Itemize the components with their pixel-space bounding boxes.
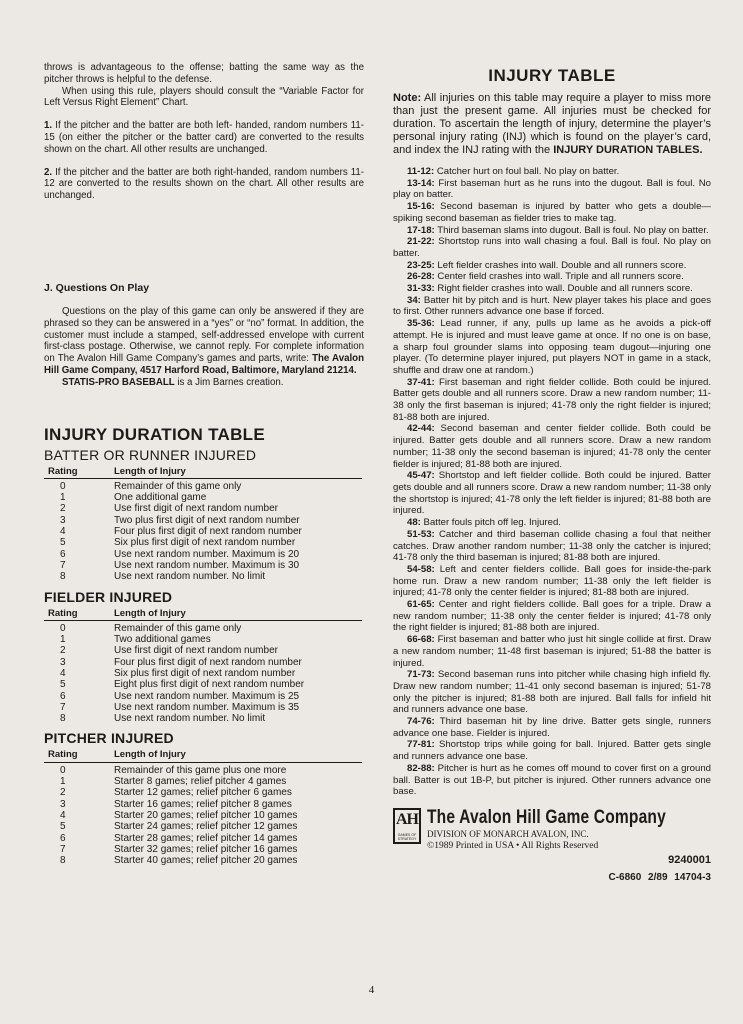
rating-cell: 6 bbox=[60, 548, 66, 560]
length-cell: Eight plus first digit of next random number bbox=[114, 679, 305, 691]
column-header-length: Length of Injury bbox=[114, 749, 362, 762]
column-header-rating: Rating bbox=[44, 608, 114, 621]
note-bold-ref: INJURY DURATION TABLES. bbox=[553, 144, 703, 156]
rating-cell: 8 bbox=[60, 713, 66, 725]
length-cell: Use next random number. Maximum is 25 bbox=[114, 690, 300, 702]
rating-cell: 3 bbox=[60, 514, 66, 526]
print-code: C-6860 2/89 14704-3 bbox=[608, 871, 711, 883]
rating-cell: 6 bbox=[60, 832, 66, 844]
entry-text: Shortstop runs into wall chasing a foul. Ball is foul. No play on batter. bbox=[393, 236, 711, 259]
company-name: The Avalon Hill Game Company bbox=[427, 806, 666, 828]
list-item bbox=[393, 669, 711, 716]
list-item bbox=[393, 178, 711, 201]
rating-cell: 2 bbox=[60, 787, 66, 799]
variable-factor-text: When using this rule, players should consult the “Variable Factor for Left Versus Right Element” Chart. bbox=[44, 85, 364, 109]
column-header-length: Length of Injury bbox=[114, 608, 362, 621]
rating-cell: 5 bbox=[60, 537, 66, 549]
rating-cell: 1 bbox=[60, 776, 66, 788]
questions-text bbox=[44, 306, 364, 377]
list-item bbox=[393, 564, 711, 599]
length-cell: Starter 16 games; relief pitcher 8 games bbox=[114, 798, 292, 810]
entry-text: Catcher hurt on foul ball. No play on batter. bbox=[434, 166, 620, 177]
table-row bbox=[44, 668, 362, 679]
rule-2 bbox=[44, 167, 364, 202]
entry-text: Center field crashes into wall. Triple and all runners score. bbox=[434, 271, 684, 283]
length-cell: Six plus first digit of next random number bbox=[114, 668, 296, 679]
entry-range: 13-14: bbox=[407, 177, 435, 189]
questions-body: Questions on the play of this game can only be answered if they are phrased so they can be answered in a “yes” or “no” format. In addition, the customer must include a stamped, self-addressed envelope with current first-class postage. Otherwise, we cannot reply. For complete information on The Avalon Hill Game Company’s games and parts, write: bbox=[44, 305, 364, 365]
list-item bbox=[393, 318, 711, 377]
table-row bbox=[44, 776, 362, 787]
entry-range: 21-22: bbox=[407, 236, 435, 248]
entry-range: 15-16: bbox=[407, 201, 435, 213]
length-cell: Four plus first digit of next random number bbox=[114, 656, 302, 668]
entry-range: 71-73: bbox=[407, 669, 435, 681]
company-info bbox=[427, 808, 718, 852]
length-cell: Use next random number. Maximum is 35 bbox=[114, 701, 300, 713]
column-header-rating: Rating bbox=[44, 749, 114, 762]
entry-text: Catcher and third baseman collide chasing a foul that neither catches. Draw another random number; 11-38 only the catcher is injured; 41-78 only the third baseman is injured; 81-88 both are injured. bbox=[393, 528, 711, 564]
injury-table-title: INJURY TABLE bbox=[488, 66, 616, 85]
rating-cell: 7 bbox=[60, 701, 66, 713]
entry-text: Left and center fielders collide. Ball goes for inside-the-park home run. Draw a new random number; 11-38 only the left fielder is injured; 41-78 only the center fielder is injured; 81-88 both are injured. bbox=[393, 563, 711, 599]
entry-range: 17-18: bbox=[407, 224, 435, 236]
fielder-section-title: FIELDER INJURED bbox=[44, 588, 173, 605]
rating-cell: 4 bbox=[60, 668, 66, 679]
length-cell: Use next random number. Maximum is 20 bbox=[114, 548, 300, 560]
list-item bbox=[393, 763, 711, 798]
entry-range: 26-28: bbox=[407, 271, 435, 283]
rating-cell: 2 bbox=[60, 503, 66, 515]
length-cell: Use next random number. Maximum is 30 bbox=[114, 559, 300, 571]
entry-range: 37-41: bbox=[407, 376, 435, 388]
entry-range: 11-12: bbox=[407, 166, 435, 177]
length-cell: Starter 12 games; relief pitcher 6 games bbox=[114, 787, 292, 799]
table-row bbox=[44, 810, 362, 821]
list-item bbox=[393, 201, 711, 224]
logo-letters: AH bbox=[396, 810, 418, 828]
length-cell: One additional game bbox=[114, 492, 207, 504]
table-row bbox=[44, 634, 362, 645]
list-item bbox=[393, 716, 711, 739]
entry-range: 66-68: bbox=[407, 634, 435, 646]
rule-1-number: 1. bbox=[44, 120, 53, 132]
table-row bbox=[44, 713, 362, 724]
entry-range: 74-76: bbox=[407, 716, 435, 728]
entry-text: First baseman and batter who just hit single collide at first. Draw a new random number; 11-48 first baseman is injured; 51-88 the batter is injured. bbox=[393, 634, 711, 669]
batter-section-title: BATTER OR RUNNER INJURED bbox=[44, 446, 257, 463]
table-row bbox=[44, 799, 362, 810]
avalon-hill-logo bbox=[393, 808, 421, 844]
table-row bbox=[44, 560, 362, 571]
injury-entries bbox=[393, 166, 711, 798]
credit-line bbox=[44, 377, 364, 389]
fielder-injury-table bbox=[44, 608, 362, 725]
table-row bbox=[44, 571, 362, 582]
length-cell: Starter 32 games; relief pitcher 16 games bbox=[114, 843, 298, 855]
length-cell: Starter 20 games; relief pitcher 10 games bbox=[114, 809, 298, 821]
rule-1-text: If the pitcher and the batter are both left- handed, random numbers 11-15 (on either the pitcher or the batter card) are converted to the results shown on the chart. All other results are unchanged. bbox=[44, 120, 364, 155]
injury-note bbox=[393, 92, 711, 157]
table-row bbox=[44, 537, 362, 548]
length-cell: Four plus first digit of next random number bbox=[114, 526, 302, 538]
table-row bbox=[44, 492, 362, 503]
entry-range: 48: bbox=[407, 517, 421, 529]
pitcher-injury-table bbox=[44, 749, 362, 866]
entry-range: 31-33: bbox=[407, 283, 435, 295]
length-cell: Starter 24 games; relief pitcher 12 games bbox=[114, 821, 298, 833]
length-cell: Use next random number. No limit bbox=[114, 713, 266, 725]
list-item bbox=[393, 739, 711, 762]
batter-injury-table bbox=[44, 466, 362, 583]
table-row bbox=[44, 833, 362, 844]
page-number: 4 bbox=[368, 984, 375, 996]
entry-range: 51-53: bbox=[407, 528, 435, 540]
list-item bbox=[393, 599, 711, 634]
entry-range: 54-58: bbox=[407, 563, 435, 575]
table-row bbox=[44, 679, 362, 690]
entry-text: Second baseman is injured by batter who gets a double—spiking second baseman as fielder tries to make tag. bbox=[393, 201, 711, 224]
rule-2-text: If the pitcher and the batter are both right-handed, random numbers 11-12 are converted to the results shown on the chart. All other results are unchanged. bbox=[44, 166, 364, 202]
table-row bbox=[44, 515, 362, 526]
entry-range: 34: bbox=[407, 294, 421, 306]
product-code: 9240001 bbox=[668, 853, 711, 866]
pitcher-section-title: PITCHER INJURED bbox=[44, 730, 174, 747]
entry-text: Shortstop and left fielder collide. Both could be injured. Batter gets double and all runners score. Draw a new random number; 11-38 only the shortstop is injured; 41-78 only the left fielder is injured; 81-88 both are injured. bbox=[393, 470, 711, 517]
table-row bbox=[44, 855, 362, 866]
list-item bbox=[393, 260, 711, 272]
entry-text: Lead runner, if any, pulls up lame as he avoids a pick-off attempt. He is injured and must leave game at once. If no one is on base, a sharp foul grounder slams into opposing team dugout—injuring one player. (To determine player injured, put players NOT in game in a stack, shuffle and draw one at random.) bbox=[393, 318, 711, 376]
table-row bbox=[44, 478, 362, 492]
list-item bbox=[393, 634, 711, 669]
length-cell: Use first digit of next random number bbox=[114, 503, 278, 515]
list-item bbox=[393, 423, 711, 470]
note-label: Note: bbox=[393, 92, 422, 104]
list-item bbox=[393, 166, 711, 178]
rating-cell: 8 bbox=[60, 855, 66, 867]
questions-heading: J. Questions On Play bbox=[44, 281, 150, 294]
column-header-length: Length of Injury bbox=[114, 466, 362, 479]
entry-text: Pitcher is hurt as he comes off mound to cover first on a ground ball. Batter is out 1B-P, but pitcher is injured. Other runners advance one base. bbox=[393, 762, 711, 798]
duration-table-title: INJURY DURATION TABLE bbox=[44, 424, 266, 444]
length-cell: Six plus first digit of next random number bbox=[114, 537, 296, 549]
length-cell: Use next random number. No limit bbox=[114, 571, 266, 583]
list-item bbox=[393, 271, 711, 283]
table-row bbox=[44, 657, 362, 668]
table-row bbox=[44, 526, 362, 537]
entry-range: 45-47: bbox=[407, 470, 435, 482]
table-row bbox=[44, 844, 362, 855]
credit-text: is a Jim Barnes creation. bbox=[174, 376, 284, 388]
company-division: DIVISION OF MONARCH AVALON, INC. bbox=[427, 828, 589, 839]
table-row bbox=[44, 821, 362, 832]
length-cell: Two additional games bbox=[114, 634, 211, 646]
entry-text: Batter hit by pitch and is hurt. New player takes his place and goes to first. Other runners advance one base if forced. bbox=[393, 294, 711, 318]
list-item bbox=[393, 470, 711, 517]
table-row bbox=[44, 702, 362, 713]
table-row bbox=[44, 762, 362, 776]
entry-text: Center and right fielders collide. Ball goes for a triple. Draw a new random number; 11-38 only the center fielder is injured; 41-78 only the right fielder is injured; 81-88 both are injured. bbox=[393, 599, 711, 634]
left-column bbox=[44, 62, 364, 866]
rating-cell: 5 bbox=[60, 821, 66, 833]
entry-text: Left fielder crashes into wall. Double and all runners score. bbox=[434, 259, 687, 271]
rule-1 bbox=[44, 120, 364, 155]
rating-cell: 3 bbox=[60, 798, 66, 810]
rating-cell: 0 bbox=[60, 480, 66, 492]
entry-text: Second baseman runs into pitcher while chasing high infield fly. Draw new random number; 11-41 only second baseman is injured; 51-78 only the pitcher is injured; 81-88 both are injured. Ball falls for infield hit and runners advance one base. bbox=[393, 669, 711, 716]
entry-range: 35-36: bbox=[407, 318, 435, 330]
list-item bbox=[393, 517, 711, 529]
table-row bbox=[44, 691, 362, 702]
entry-text: Third baseman hit by line drive. Batter gets single, runners advance one base. Fielder is injured. bbox=[393, 716, 711, 739]
list-item bbox=[393, 236, 711, 259]
length-cell: Starter 40 games; relief pitcher 20 games bbox=[114, 855, 298, 867]
table-row bbox=[44, 645, 362, 656]
list-item bbox=[393, 295, 711, 318]
column-header-rating: Rating bbox=[44, 466, 114, 479]
logo-tagline: GAMES OF STRATEGY bbox=[397, 832, 417, 841]
entry-range: 77-81: bbox=[407, 739, 435, 751]
table-row bbox=[44, 787, 362, 798]
length-cell: Starter 28 games; relief pitcher 14 games bbox=[114, 832, 298, 844]
entry-range: 23-25: bbox=[407, 259, 435, 271]
table-row bbox=[44, 503, 362, 514]
note-text: All injuries on this table may require a player to miss more than just the present game. All injuries must be checked for duration. To ascertain the length of injury, determine the player’s personal injury rating (INJ) which is found on the player’s card, and index the INJ rating with the bbox=[393, 92, 711, 156]
rating-cell: 6 bbox=[60, 690, 66, 702]
entry-text: First baseman hurt as he runs into the dugout. Ball is foul. No play on batter. bbox=[393, 177, 711, 201]
rating-cell: 8 bbox=[60, 571, 66, 583]
credit-game-name: STATIS-PRO BASEBALL bbox=[62, 376, 175, 388]
entry-text: Batter fouls pitch off leg. Injured. bbox=[420, 517, 561, 529]
length-cell: Remainder of this game only bbox=[114, 622, 242, 634]
entry-text: Third baseman slams into dugout. Ball is foul. No play on batter. bbox=[434, 224, 709, 236]
right-column bbox=[393, 62, 711, 883]
intro-text: throws is advantageous to the offense; batting the same way as the pitcher throws is helpful to the defense. bbox=[44, 62, 364, 85]
rating-cell: 0 bbox=[60, 622, 66, 634]
rating-cell: 3 bbox=[60, 656, 66, 668]
rating-cell: 1 bbox=[60, 634, 66, 646]
entry-range: 82-88: bbox=[407, 762, 435, 774]
length-cell: Two plus first digit of next random number bbox=[114, 514, 300, 526]
list-item bbox=[393, 225, 711, 237]
length-cell: Remainder of this game only bbox=[114, 480, 242, 492]
table-row bbox=[44, 620, 362, 634]
rating-cell: 4 bbox=[60, 809, 66, 821]
publisher-block bbox=[393, 808, 711, 852]
rating-cell: 1 bbox=[60, 492, 66, 504]
entry-range: 42-44: bbox=[407, 423, 435, 435]
rating-cell: 0 bbox=[60, 764, 66, 776]
rating-cell: 4 bbox=[60, 526, 66, 538]
length-cell: Remainder of this game plus one more bbox=[114, 764, 287, 776]
list-item bbox=[393, 377, 711, 424]
questions-address: The Avalon Hill Game Company, 4517 Harford Road, Baltimore, Maryland 21214. bbox=[44, 353, 364, 376]
entry-text: Right fielder crashes into wall. Double and all runners score. bbox=[434, 283, 693, 295]
copyright-line: ©1989 Printed in USA • All Rights Reserved bbox=[427, 840, 599, 851]
length-cell: Starter 8 games; relief pitcher 4 games bbox=[114, 776, 287, 788]
rating-cell: 7 bbox=[60, 843, 66, 855]
list-item bbox=[393, 529, 711, 564]
rating-cell: 2 bbox=[60, 645, 66, 657]
entry-range: 61-65: bbox=[407, 599, 435, 611]
entry-text: Second baseman and center fielder collide. Both could be injured. Batter gets double and all runners score. Draw a new random number; 11-38 only the second baseman is injured; 41-78 only the center fielder is injured; 81-88 both are injured. bbox=[393, 423, 711, 470]
table-row bbox=[44, 549, 362, 560]
rule-2-number: 2. bbox=[44, 166, 53, 178]
rating-cell: 7 bbox=[60, 559, 66, 571]
length-cell: Use first digit of next random number bbox=[114, 645, 278, 657]
list-item bbox=[393, 283, 711, 295]
entry-text: First baseman and right fielder collide. Both could be injured. Batter gets double and all runners score. Draw a new random number; 11-38 only the first baseman is injured; 41-78 only the right fielder is injured; 81-88 both are injured. bbox=[393, 376, 711, 423]
entry-text: Shortstop trips while going for ball. Injured. Batter gets single and runners advance one base. bbox=[393, 739, 711, 763]
rating-cell: 5 bbox=[60, 679, 66, 691]
